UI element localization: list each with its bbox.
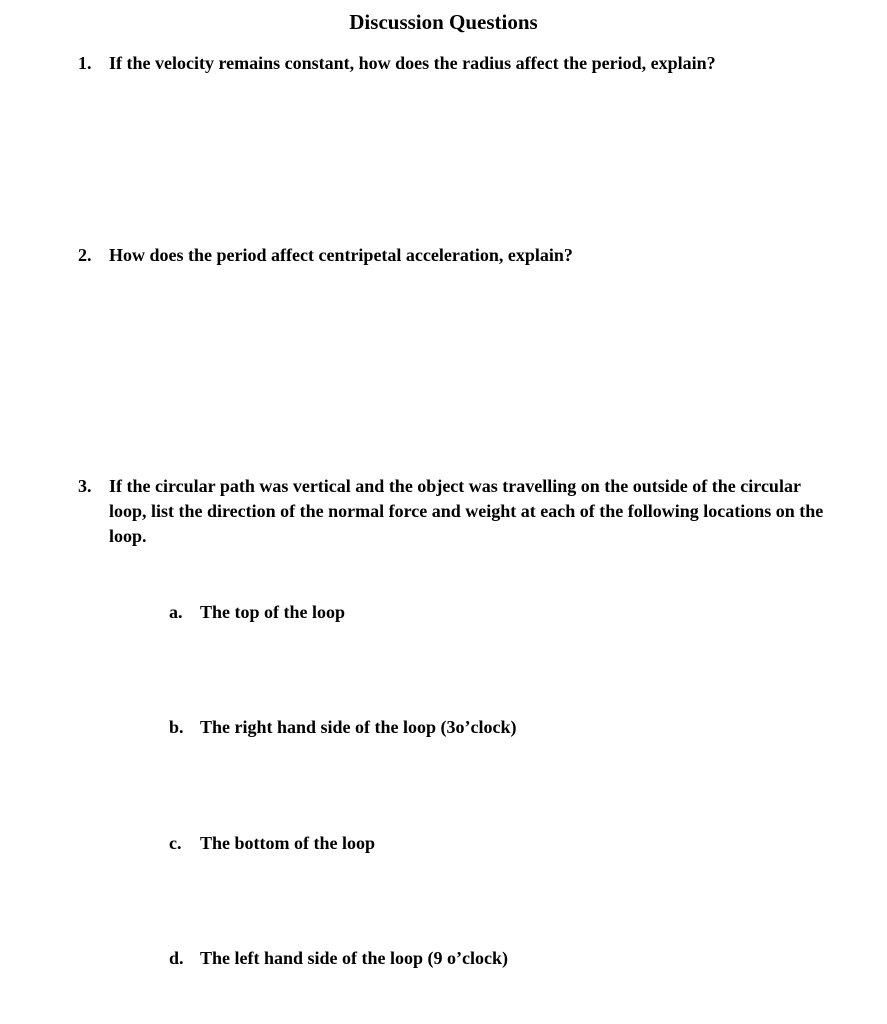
subpart-c [169,831,769,856]
subpart-letter: d. [169,948,184,968]
question-text: How does the period affect centripetal acceleration, explain? [109,245,573,265]
subpart-a [169,600,769,625]
page-title: Discussion Questions [349,10,538,34]
question-text: If the circular path was vertical and the object was travelling on the outside of the circular loop, list the direction of the normal force and weight at each of the following locations on the loop. [109,476,824,546]
subpart-letter: c. [169,833,182,853]
subpart-letter: b. [169,717,184,737]
question-text: If the velocity remains constant, how does the radius affect the period, explain? [109,53,716,73]
question-number: 1. [78,53,92,73]
subpart-d [169,946,769,971]
question-number: 3. [78,476,92,496]
question-number: 2. [78,245,92,265]
subpart-letter: a. [169,602,183,622]
question-3 [78,474,828,549]
subpart-text: The top of the loop [200,602,346,622]
subpart-b [169,715,769,740]
subpart-text: The left hand side of the loop (9 o’clock) [200,948,508,968]
question-2 [78,243,828,268]
question-1 [78,51,828,76]
subpart-text: The bottom of the loop [200,833,375,853]
subpart-text: The right hand side of the loop (3o’clock) [200,717,517,737]
